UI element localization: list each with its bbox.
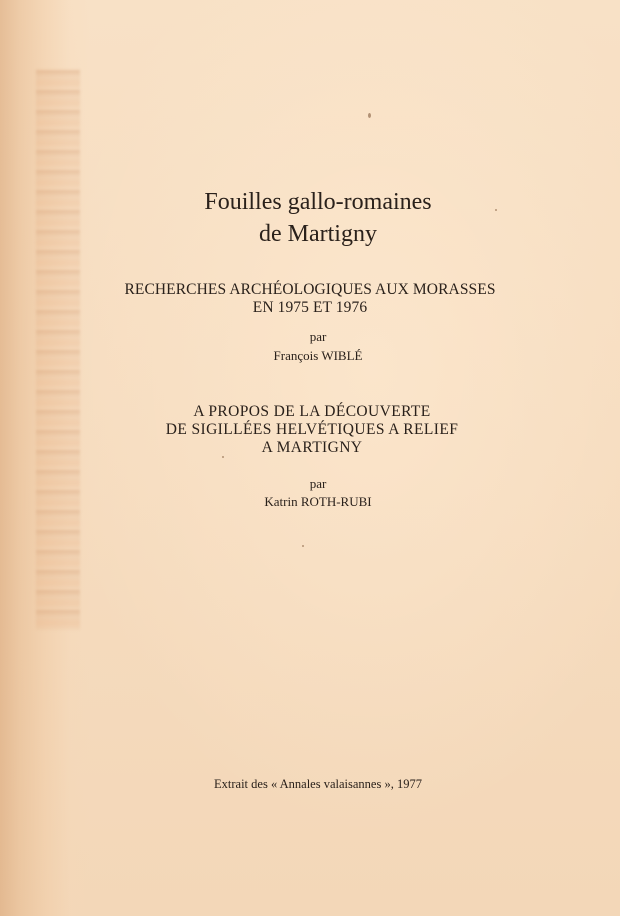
main-title-line-1: Fouilles gallo-romaines xyxy=(204,189,432,215)
part1-title-line-2: EN 1975 ET 1976 xyxy=(252,299,368,316)
main-title xyxy=(8,186,620,250)
part1-by: par xyxy=(309,329,327,344)
part1-title xyxy=(0,281,620,317)
part2-title-line-1: A PROPOS DE LA DÉCOUVERTE xyxy=(193,403,431,420)
part2-title-line-2: DE SIGILLÉES HELVÉTIQUES A RELIEF xyxy=(165,421,459,438)
main-title-line-2: de Martigny xyxy=(259,221,377,247)
part2-by: par xyxy=(309,476,327,491)
part2-title xyxy=(2,403,620,457)
part2-title-line-3: A MARTIGNY xyxy=(261,439,363,456)
part1-title-line-1: RECHERCHES ARCHÉOLOGIQUES AUX MORASSES xyxy=(124,281,496,298)
paper-speck xyxy=(302,545,304,547)
paper-speck xyxy=(368,113,371,118)
part1-author: François WIBLÉ xyxy=(273,348,363,363)
offprint-note: Extrait des « Annales valaisannes », 1977 xyxy=(214,777,422,791)
part2-author: Katrin ROTH-RUBI xyxy=(264,494,372,509)
